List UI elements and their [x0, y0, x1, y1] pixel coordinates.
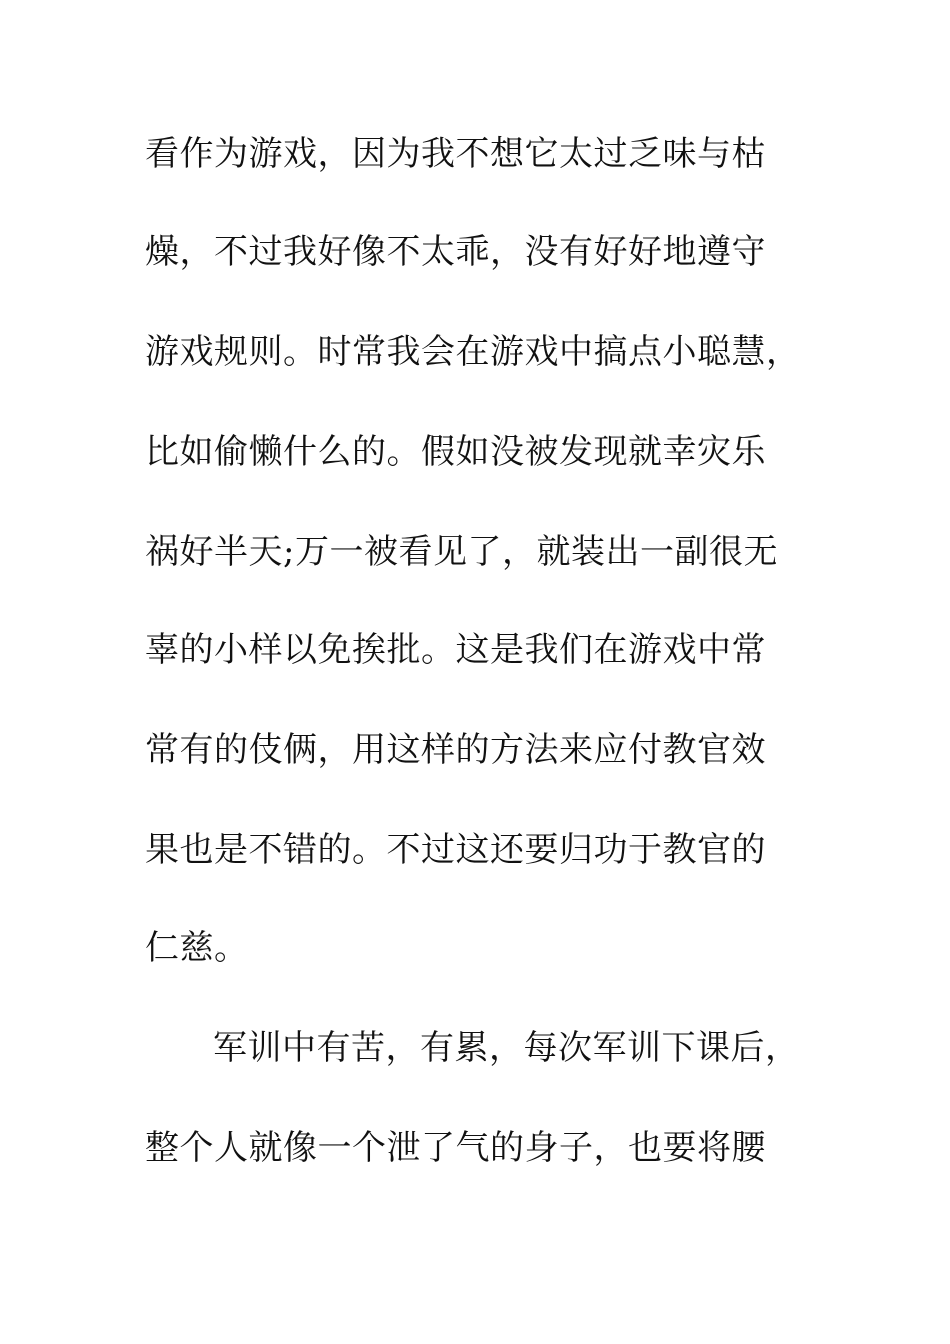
- text-line: 游戏规则。时常我会在游戏中搞点小聪慧，: [145, 332, 801, 372]
- text-line: 比如偷懒什么的。假如没被发现就幸灾乐: [145, 432, 766, 472]
- paragraph-first-line: 军训中有苦，有累，每次军训下课后，: [213, 1028, 800, 1068]
- text-line: 果也是不错的。不过这还要归功于教官的: [145, 830, 766, 870]
- text-line: 燥，不过我好像不太乖，没有好好地遵守: [145, 232, 766, 272]
- text-line: 看作为游戏，因为我不想它太过乏味与枯: [145, 134, 766, 174]
- text-line: 辜的小样以免挨批。这是我们在游戏中常: [145, 630, 766, 670]
- text-line: 常有的伎俩，用这样的方法来应付教官效: [145, 730, 766, 770]
- text-line: 祸好半天;万一被看见了，就装出一副很无: [145, 532, 778, 572]
- text-line: 仁慈。: [145, 928, 249, 968]
- text-line: 整个人就像一个泄了气的身子，也要将腰: [145, 1128, 766, 1168]
